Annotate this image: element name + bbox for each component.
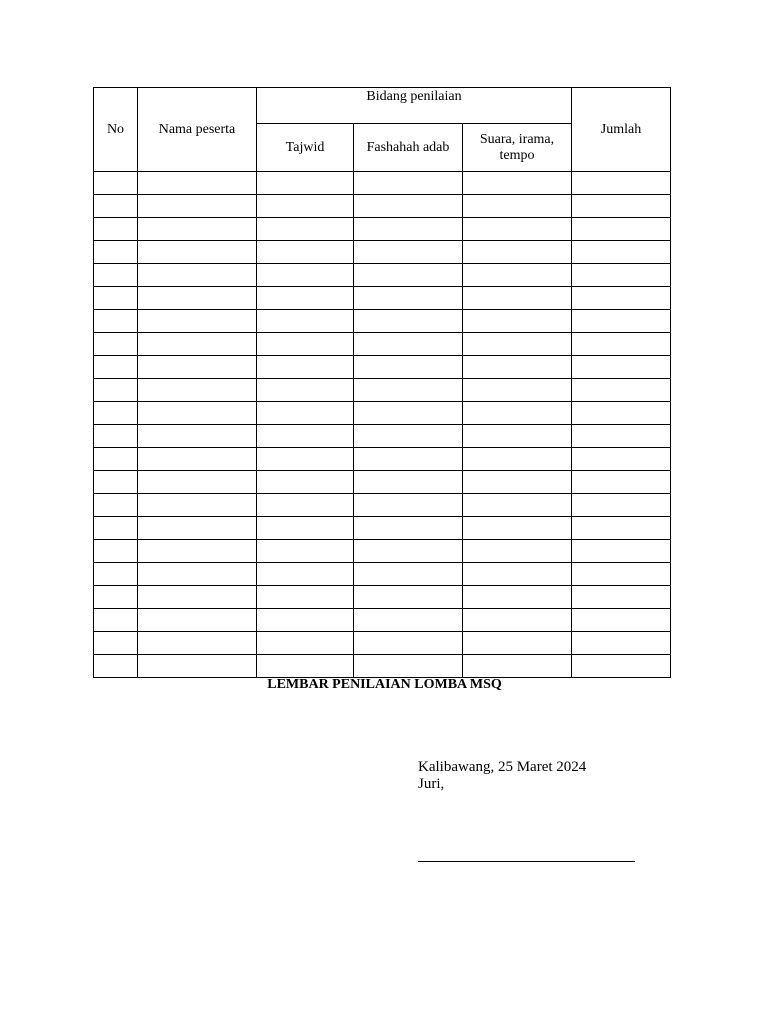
cell-nama-peserta	[138, 264, 257, 287]
cell-tajwid	[257, 632, 354, 655]
cell-tajwid	[257, 517, 354, 540]
table-row	[94, 218, 671, 241]
cell-tajwid	[257, 356, 354, 379]
cell-jumlah	[572, 379, 671, 402]
cell-nama-peserta	[138, 517, 257, 540]
cell-tajwid	[257, 264, 354, 287]
table-row	[94, 448, 671, 471]
cell-no	[94, 310, 138, 333]
document-title: LEMBAR PENILAIAN LOMBA MSQ	[267, 677, 502, 692]
cell-no	[94, 218, 138, 241]
cell-nama-peserta	[138, 540, 257, 563]
table-row	[94, 379, 671, 402]
table-row	[94, 471, 671, 494]
table-row	[94, 310, 671, 333]
cell-jumlah	[572, 356, 671, 379]
cell-no	[94, 632, 138, 655]
table-row	[94, 425, 671, 448]
cell-nama-peserta	[138, 287, 257, 310]
header-suara-irama-tempo: Suara, irama, tempo	[463, 124, 572, 172]
cell-fashahah-adab	[354, 517, 463, 540]
cell-suara-irama-tempo	[463, 241, 572, 264]
cell-jumlah	[572, 333, 671, 356]
cell-nama-peserta	[138, 586, 257, 609]
cell-no	[94, 172, 138, 195]
cell-suara-irama-tempo	[463, 609, 572, 632]
cell-suara-irama-tempo	[463, 494, 572, 517]
cell-jumlah	[572, 609, 671, 632]
cell-suara-irama-tempo	[463, 172, 572, 195]
cell-jumlah	[572, 655, 671, 678]
cell-suara-irama-tempo	[463, 218, 572, 241]
cell-jumlah	[572, 517, 671, 540]
cell-fashahah-adab	[354, 379, 463, 402]
cell-fashahah-adab	[354, 494, 463, 517]
cell-tajwid	[257, 471, 354, 494]
cell-suara-irama-tempo	[463, 563, 572, 586]
table-row	[94, 287, 671, 310]
score-table	[93, 87, 671, 678]
cell-tajwid	[257, 379, 354, 402]
cell-nama-peserta	[138, 379, 257, 402]
cell-tajwid	[257, 310, 354, 333]
cell-jumlah	[572, 540, 671, 563]
cell-nama-peserta	[138, 471, 257, 494]
cell-suara-irama-tempo	[463, 655, 572, 678]
cell-fashahah-adab	[354, 563, 463, 586]
cell-fashahah-adab	[354, 264, 463, 287]
cell-tajwid	[257, 241, 354, 264]
header-nama-peserta: Nama peserta	[138, 88, 257, 172]
cell-nama-peserta	[138, 241, 257, 264]
cell-jumlah	[572, 448, 671, 471]
cell-no	[94, 356, 138, 379]
cell-tajwid	[257, 402, 354, 425]
table-row	[94, 264, 671, 287]
cell-tajwid	[257, 540, 354, 563]
table-row	[94, 655, 671, 678]
cell-nama-peserta	[138, 356, 257, 379]
cell-suara-irama-tempo	[463, 310, 572, 333]
table-row	[94, 540, 671, 563]
cell-jumlah	[572, 586, 671, 609]
cell-fashahah-adab	[354, 333, 463, 356]
cell-no	[94, 517, 138, 540]
table-row	[94, 402, 671, 425]
cell-nama-peserta	[138, 563, 257, 586]
cell-nama-peserta	[138, 425, 257, 448]
table-body	[94, 172, 671, 678]
table-row	[94, 195, 671, 218]
cell-fashahah-adab	[354, 425, 463, 448]
cell-fashahah-adab	[354, 287, 463, 310]
signature-line	[418, 861, 635, 862]
cell-no	[94, 333, 138, 356]
cell-nama-peserta	[138, 172, 257, 195]
header-jumlah: Jumlah	[572, 88, 671, 172]
cell-no	[94, 609, 138, 632]
cell-no	[94, 241, 138, 264]
cell-fashahah-adab	[354, 471, 463, 494]
cell-nama-peserta	[138, 609, 257, 632]
cell-suara-irama-tempo	[463, 356, 572, 379]
cell-fashahah-adab	[354, 172, 463, 195]
cell-tajwid	[257, 333, 354, 356]
place-date: Kalibawang, 25 Maret 2024	[418, 759, 587, 775]
header-fashahah-adab: Fashahah adab	[354, 124, 463, 172]
cell-tajwid	[257, 195, 354, 218]
cell-nama-peserta	[138, 632, 257, 655]
cell-suara-irama-tempo	[463, 540, 572, 563]
cell-fashahah-adab	[354, 402, 463, 425]
cell-suara-irama-tempo	[463, 425, 572, 448]
cell-jumlah	[572, 425, 671, 448]
signature-block	[418, 759, 586, 793]
cell-jumlah	[572, 264, 671, 287]
table-row	[94, 517, 671, 540]
table-row	[94, 241, 671, 264]
cell-fashahah-adab	[354, 586, 463, 609]
cell-suara-irama-tempo	[463, 448, 572, 471]
cell-jumlah	[572, 563, 671, 586]
cell-tajwid	[257, 448, 354, 471]
cell-no	[94, 264, 138, 287]
cell-fashahah-adab	[354, 195, 463, 218]
cell-nama-peserta	[138, 655, 257, 678]
cell-fashahah-adab	[354, 241, 463, 264]
cell-tajwid	[257, 172, 354, 195]
table-row	[94, 632, 671, 655]
cell-no	[94, 563, 138, 586]
table-row	[94, 494, 671, 517]
cell-suara-irama-tempo	[463, 402, 572, 425]
cell-no	[94, 195, 138, 218]
cell-no	[94, 379, 138, 402]
cell-suara-irama-tempo	[463, 379, 572, 402]
table-row	[94, 563, 671, 586]
cell-fashahah-adab	[354, 448, 463, 471]
cell-jumlah	[572, 241, 671, 264]
cell-no	[94, 494, 138, 517]
cell-suara-irama-tempo	[463, 586, 572, 609]
cell-suara-irama-tempo	[463, 517, 572, 540]
cell-fashahah-adab	[354, 609, 463, 632]
cell-suara-irama-tempo	[463, 333, 572, 356]
cell-nama-peserta	[138, 310, 257, 333]
cell-no	[94, 540, 138, 563]
cell-nama-peserta	[138, 494, 257, 517]
cell-tajwid	[257, 655, 354, 678]
cell-no	[94, 425, 138, 448]
cell-jumlah	[572, 287, 671, 310]
cell-suara-irama-tempo	[463, 471, 572, 494]
cell-jumlah	[572, 310, 671, 333]
cell-tajwid	[257, 563, 354, 586]
cell-jumlah	[572, 195, 671, 218]
cell-no	[94, 287, 138, 310]
cell-fashahah-adab	[354, 655, 463, 678]
cell-jumlah	[572, 632, 671, 655]
table-row	[94, 356, 671, 379]
cell-suara-irama-tempo	[463, 632, 572, 655]
cell-no	[94, 471, 138, 494]
cell-fashahah-adab	[354, 540, 463, 563]
signer-label: Juri,	[418, 776, 445, 792]
header-no: No	[94, 88, 138, 172]
cell-suara-irama-tempo	[463, 195, 572, 218]
cell-nama-peserta	[138, 195, 257, 218]
cell-jumlah	[572, 172, 671, 195]
cell-suara-irama-tempo	[463, 264, 572, 287]
cell-nama-peserta	[138, 218, 257, 241]
header-tajwid: Tajwid	[257, 124, 354, 172]
cell-no	[94, 655, 138, 678]
cell-jumlah	[572, 494, 671, 517]
table-row	[94, 609, 671, 632]
cell-no	[94, 448, 138, 471]
cell-nama-peserta	[138, 448, 257, 471]
cell-jumlah	[572, 471, 671, 494]
cell-nama-peserta	[138, 333, 257, 356]
cell-tajwid	[257, 586, 354, 609]
cell-tajwid	[257, 287, 354, 310]
cell-fashahah-adab	[354, 310, 463, 333]
table-row	[94, 172, 671, 195]
cell-jumlah	[572, 218, 671, 241]
cell-tajwid	[257, 609, 354, 632]
table-header	[94, 88, 671, 172]
cell-nama-peserta	[138, 402, 257, 425]
cell-no	[94, 586, 138, 609]
table-row	[94, 586, 671, 609]
cell-tajwid	[257, 218, 354, 241]
cell-fashahah-adab	[354, 632, 463, 655]
cell-tajwid	[257, 494, 354, 517]
header-bidang-penilaian: Bidang penilaian	[257, 88, 572, 124]
cell-fashahah-adab	[354, 356, 463, 379]
cell-tajwid	[257, 425, 354, 448]
cell-fashahah-adab	[354, 218, 463, 241]
cell-jumlah	[572, 402, 671, 425]
cell-suara-irama-tempo	[463, 287, 572, 310]
cell-no	[94, 402, 138, 425]
table-row	[94, 333, 671, 356]
